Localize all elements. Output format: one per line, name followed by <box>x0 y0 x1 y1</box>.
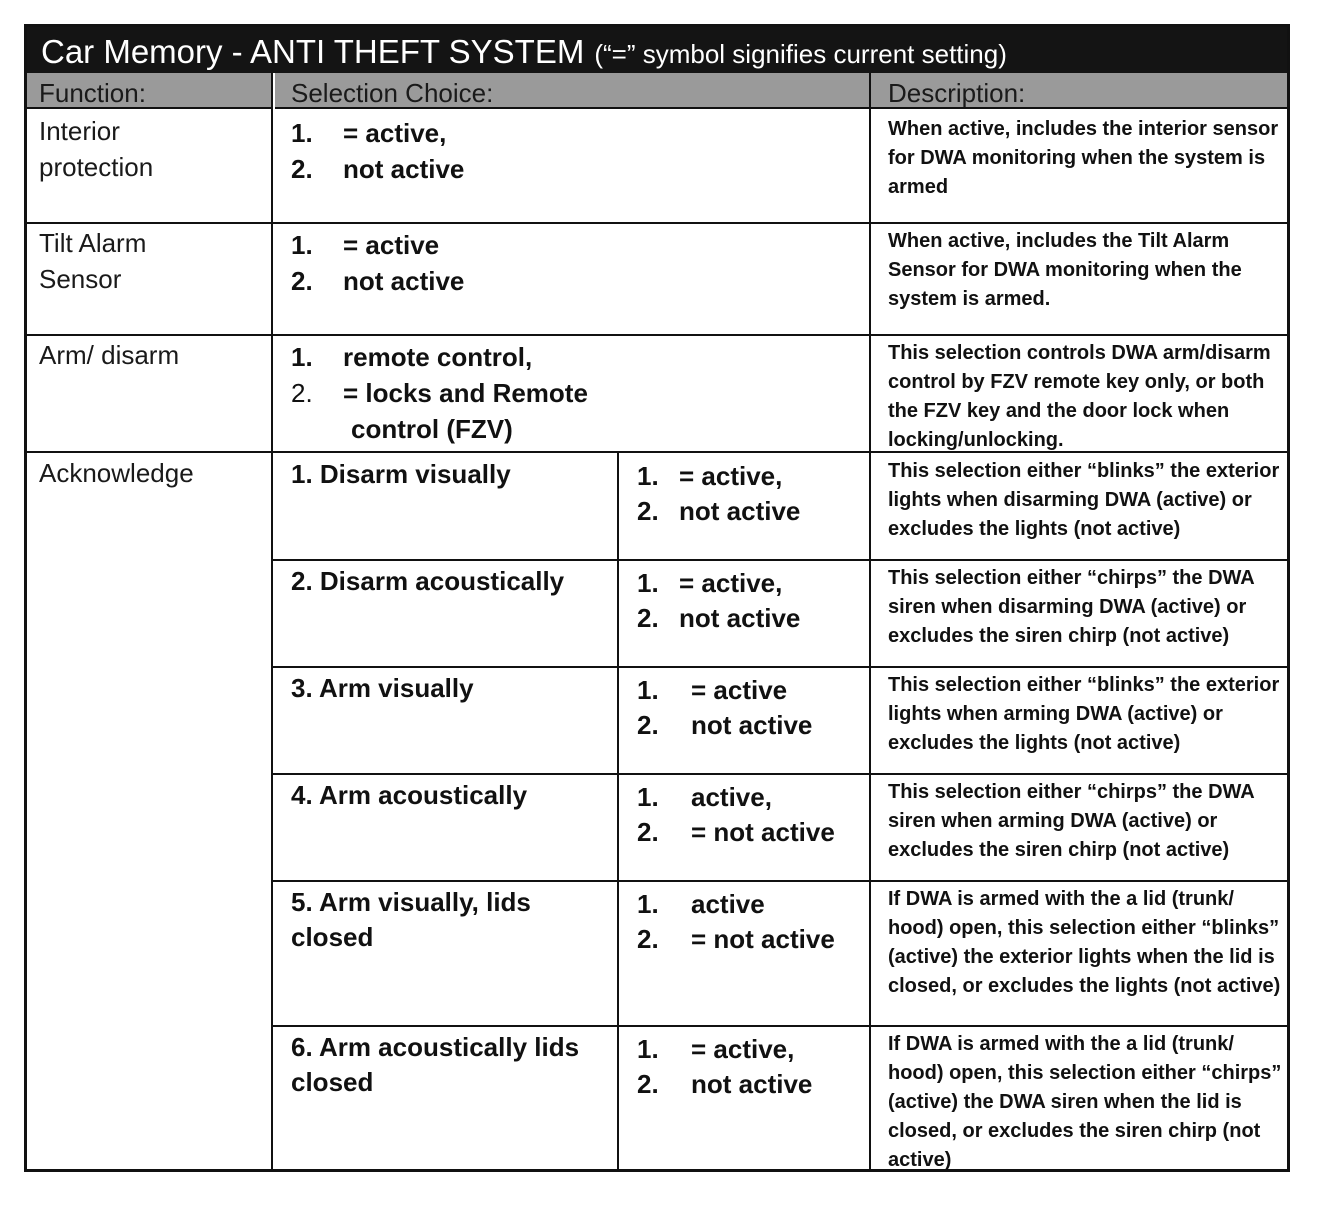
function-interior-protection <box>39 113 269 185</box>
row-divider <box>27 222 1287 224</box>
row-divider <box>271 666 1287 668</box>
function-label-line: Tilt Alarm <box>39 228 147 258</box>
acknowledge-sub-label: 1. Disarm visually <box>291 459 511 489</box>
header-selection-choice: Selection Choice: <box>275 73 869 109</box>
choice-item: 2. not active <box>291 154 465 184</box>
option-item: 1. = active <box>637 675 788 705</box>
choice-item: 1. remote control, <box>291 342 533 372</box>
description-interior-protection: When active, includes the interior sensor for DWA monitoring when the system is armed <box>888 118 1279 198</box>
option-list <box>637 1032 812 1102</box>
choice-list <box>291 339 588 447</box>
acknowledge-sub-label: 4. Arm acoustically <box>291 780 528 810</box>
choice-list <box>291 115 464 187</box>
anti-theft-settings-sheet <box>24 24 1290 1172</box>
row-divider <box>271 1025 1287 1027</box>
page-title: Car Memory - ANTI THEFT SYSTEM <box>41 33 585 70</box>
option-item: 1. = active, <box>637 1034 795 1064</box>
acknowledge-sub-label: 2. Disarm acoustically <box>291 566 565 596</box>
description-disarm-visually: This selection either “blinks” the exterior lights when disarming DWA (active) or excludes the lights (not active) <box>888 460 1280 540</box>
option-item: 2. not active <box>637 1069 813 1099</box>
option-list <box>637 887 835 957</box>
acknowledge-sub-label: 3. Arm visually <box>291 673 474 703</box>
column-divider-description <box>869 73 871 1169</box>
description-tilt-alarm-sensor: When active, includes the Tilt Alarm Sensor for DWA monitoring when the system is armed. <box>888 230 1242 310</box>
choice-item: 2. = locks and Remote <box>291 378 588 408</box>
choice-list <box>291 227 464 299</box>
description-arm-disarm: This selection controls DWA arm/disarm control by FZV remote key only, or both the FZV key and the door lock when locking/unlocking. <box>888 342 1271 451</box>
function-acknowledge: Acknowledge <box>39 458 194 488</box>
description-arm-acoustically-lids-closed: If DWA is armed with the a lid (trunk/ hood) open, this selection either “chirps” (active) the DWA siren when the lid is closed, or excludes the siren chirp (not active) <box>888 1033 1282 1171</box>
option-item: 2. not active <box>637 603 801 633</box>
settings-table <box>27 73 1287 1169</box>
option-item: 2. = not active <box>637 817 835 847</box>
option-item: 2. = not active <box>637 924 835 954</box>
choice-item: 1. = active <box>291 230 440 260</box>
header-function: Function: <box>27 73 273 109</box>
description-disarm-acoustically: This selection either “chirps” the DWA siren when disarming DWA (active) or excludes the siren chirp (not active) <box>888 567 1254 647</box>
header-description: Description: <box>871 73 1287 109</box>
option-list <box>637 459 800 529</box>
option-item: 1. = active, <box>637 568 783 598</box>
choice-item: 1. = active, <box>291 118 447 148</box>
function-label-line: Arm/ disarm <box>39 340 180 370</box>
acknowledge-sub-label: 6. Arm acoustically lids closed <box>291 1032 580 1097</box>
row-divider <box>271 773 1287 775</box>
title-note: (“=” symbol signifies current setting) <box>594 39 1007 69</box>
row-divider <box>271 559 1287 561</box>
function-arm-disarm <box>39 337 269 373</box>
choice-item: control (FZV) <box>351 414 513 444</box>
option-item: 1. active <box>637 889 765 919</box>
function-label-line: protection <box>39 152 154 182</box>
row-divider <box>27 334 1287 336</box>
function-label-line: Interior <box>39 116 120 146</box>
row-divider <box>271 880 1287 882</box>
description-arm-visually: This selection either “blinks” the exterior lights when arming DWA (active) or excludes the lights (not active) <box>888 674 1280 754</box>
option-item: 2. not active <box>637 496 801 526</box>
option-list <box>637 780 835 850</box>
column-divider-function <box>271 73 273 1169</box>
description-arm-acoustically: This selection either “chirps” the DWA siren when arming DWA (active) or excludes the siren chirp (not active) <box>888 781 1254 861</box>
function-label-line: Sensor <box>39 264 122 294</box>
title-bar <box>27 27 1287 73</box>
choice-item: 2. not active <box>291 266 465 296</box>
function-tilt-alarm-sensor <box>39 225 269 297</box>
option-item: 2. not active <box>637 710 813 740</box>
option-item: 1. = active, <box>637 461 783 491</box>
option-list <box>637 566 800 636</box>
option-item: 1. active, <box>637 782 772 812</box>
description-arm-visually-lids-closed: If DWA is armed with the a lid (trunk/ hood) open, this selection either “blinks” (active) the exterior lights when the lid is closed, or excludes the lights (not active) <box>888 888 1281 997</box>
acknowledge-sub-label: 5. Arm visually, lids closed <box>291 887 531 952</box>
option-list <box>637 673 812 743</box>
